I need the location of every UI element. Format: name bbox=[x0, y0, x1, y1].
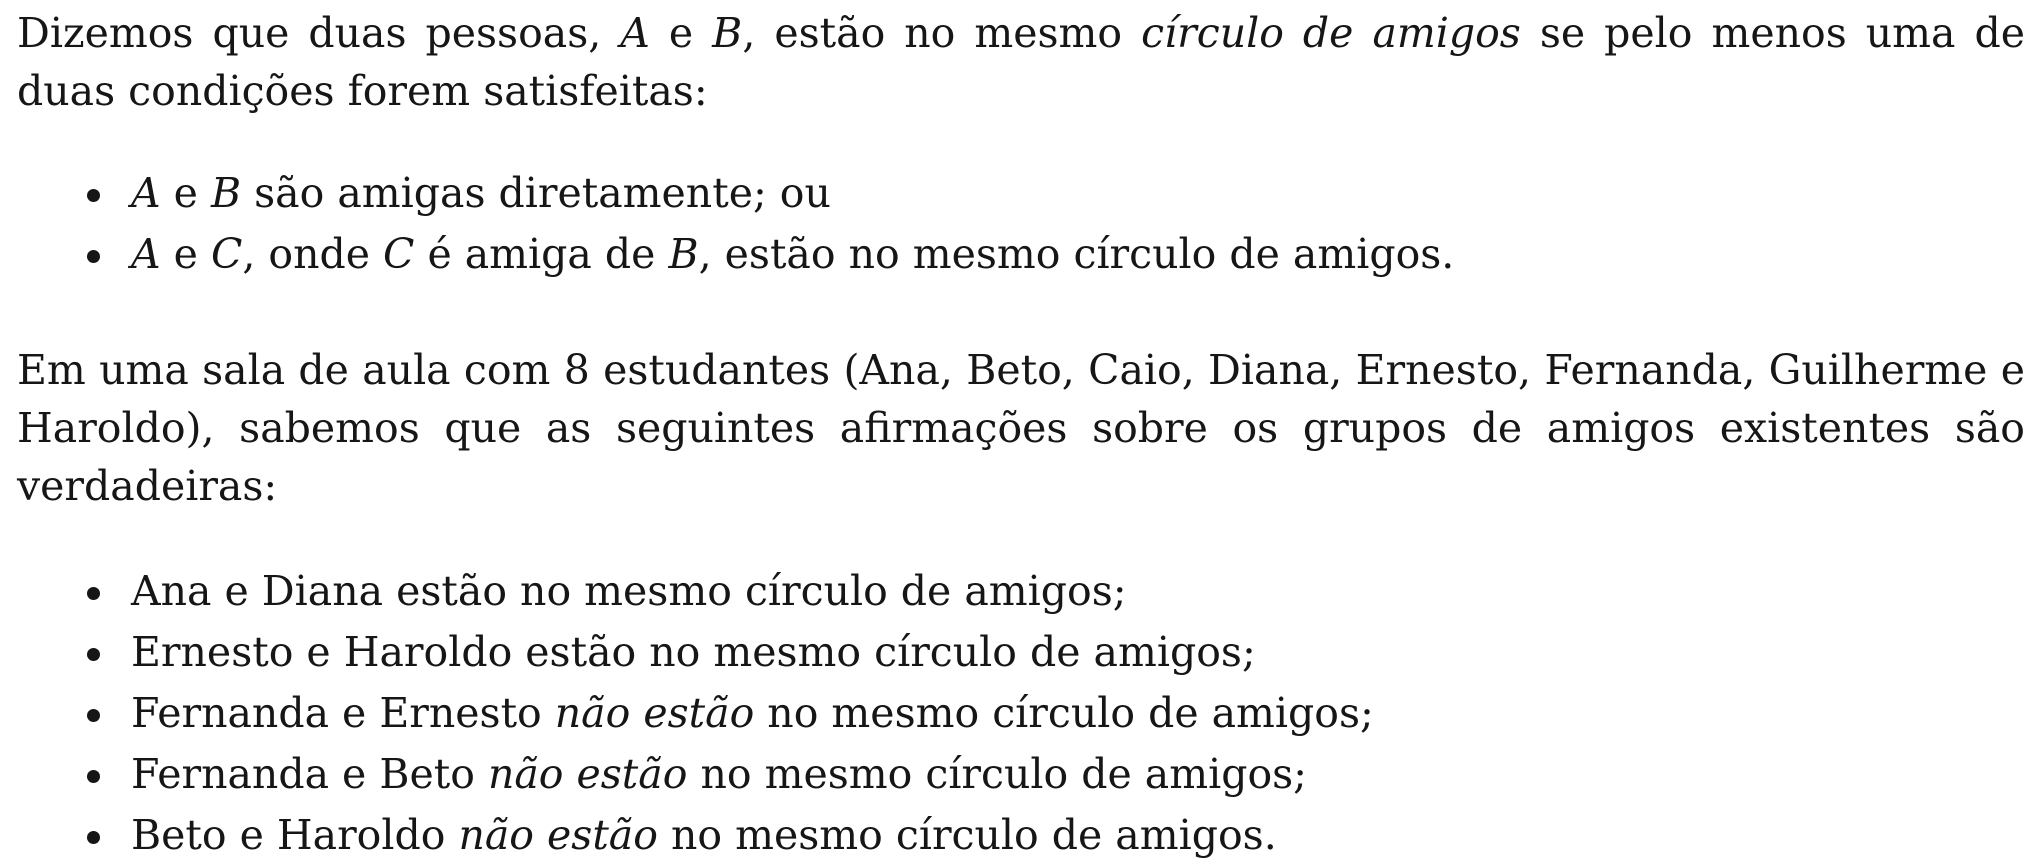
variable-b: B bbox=[712, 9, 743, 57]
fact-item bbox=[131, 561, 2025, 622]
fact-text: no mesmo círculo de amigos; bbox=[754, 689, 1374, 737]
negation-emphasis: não estão bbox=[458, 811, 658, 859]
variable-a: A bbox=[131, 169, 161, 217]
fact-item bbox=[131, 805, 2025, 866]
variable-a: A bbox=[131, 230, 161, 278]
variable-b: B bbox=[668, 230, 699, 278]
conditions-list bbox=[17, 163, 2025, 285]
condition-text: , estão no mesmo círculo de amigos. bbox=[698, 230, 1455, 278]
condition-text: , onde bbox=[242, 230, 384, 278]
fact-text: no mesmo círculo de amigos; bbox=[687, 750, 1307, 798]
condition-text: são amigas diretamente; ou bbox=[241, 169, 831, 217]
variable-c: C bbox=[383, 230, 415, 278]
definition-text-end: se pelo menos uma de duas condições forem satisfeitas: bbox=[17, 9, 2025, 115]
fact-text: Beto e Haroldo bbox=[131, 811, 459, 859]
fact-item bbox=[131, 744, 2025, 805]
condition-connector: e bbox=[160, 230, 211, 278]
fact-item bbox=[131, 622, 2025, 683]
condition-connector: e bbox=[160, 169, 211, 217]
facts-list bbox=[17, 561, 2025, 866]
variable-a: A bbox=[620, 9, 650, 57]
defined-term: círculo de amigos bbox=[1141, 9, 1521, 57]
document-page bbox=[17, 0, 2025, 866]
definition-paragraph bbox=[17, 4, 2025, 120]
condition-text: é amiga de bbox=[414, 230, 669, 278]
fact-text: Fernanda e Ernesto bbox=[131, 689, 555, 737]
fact-text: no mesmo círculo de amigos. bbox=[657, 811, 1277, 859]
condition-item bbox=[131, 224, 2025, 285]
definition-text-start: Dizemos que duas pessoas, bbox=[17, 9, 621, 57]
negation-emphasis: não estão bbox=[554, 689, 755, 737]
variable-c: C bbox=[210, 230, 243, 278]
negation-emphasis: não estão bbox=[487, 750, 688, 798]
fact-item bbox=[131, 683, 2025, 744]
definition-text-middle: , estão no mesmo bbox=[742, 9, 1142, 57]
variable-b: B bbox=[210, 169, 242, 217]
fact-text: Ernesto e Haroldo estão no mesmo círculo de amigos; bbox=[131, 628, 1256, 676]
fact-text: Fernanda e Beto bbox=[131, 750, 488, 798]
classroom-paragraph: Em uma sala de aula com 8 estudantes (Ana, Beto, Caio, Diana, Ernesto, Fernanda, Guilherme e Haroldo), sabemos que as seguintes afirmações sobre os grupos de amigos existentes são verdadeiras: bbox=[17, 346, 2025, 510]
definition-connector: e bbox=[649, 9, 713, 57]
condition-item bbox=[131, 163, 2025, 224]
fact-text: Ana e Diana estão no mesmo círculo de amigos; bbox=[131, 567, 1127, 615]
